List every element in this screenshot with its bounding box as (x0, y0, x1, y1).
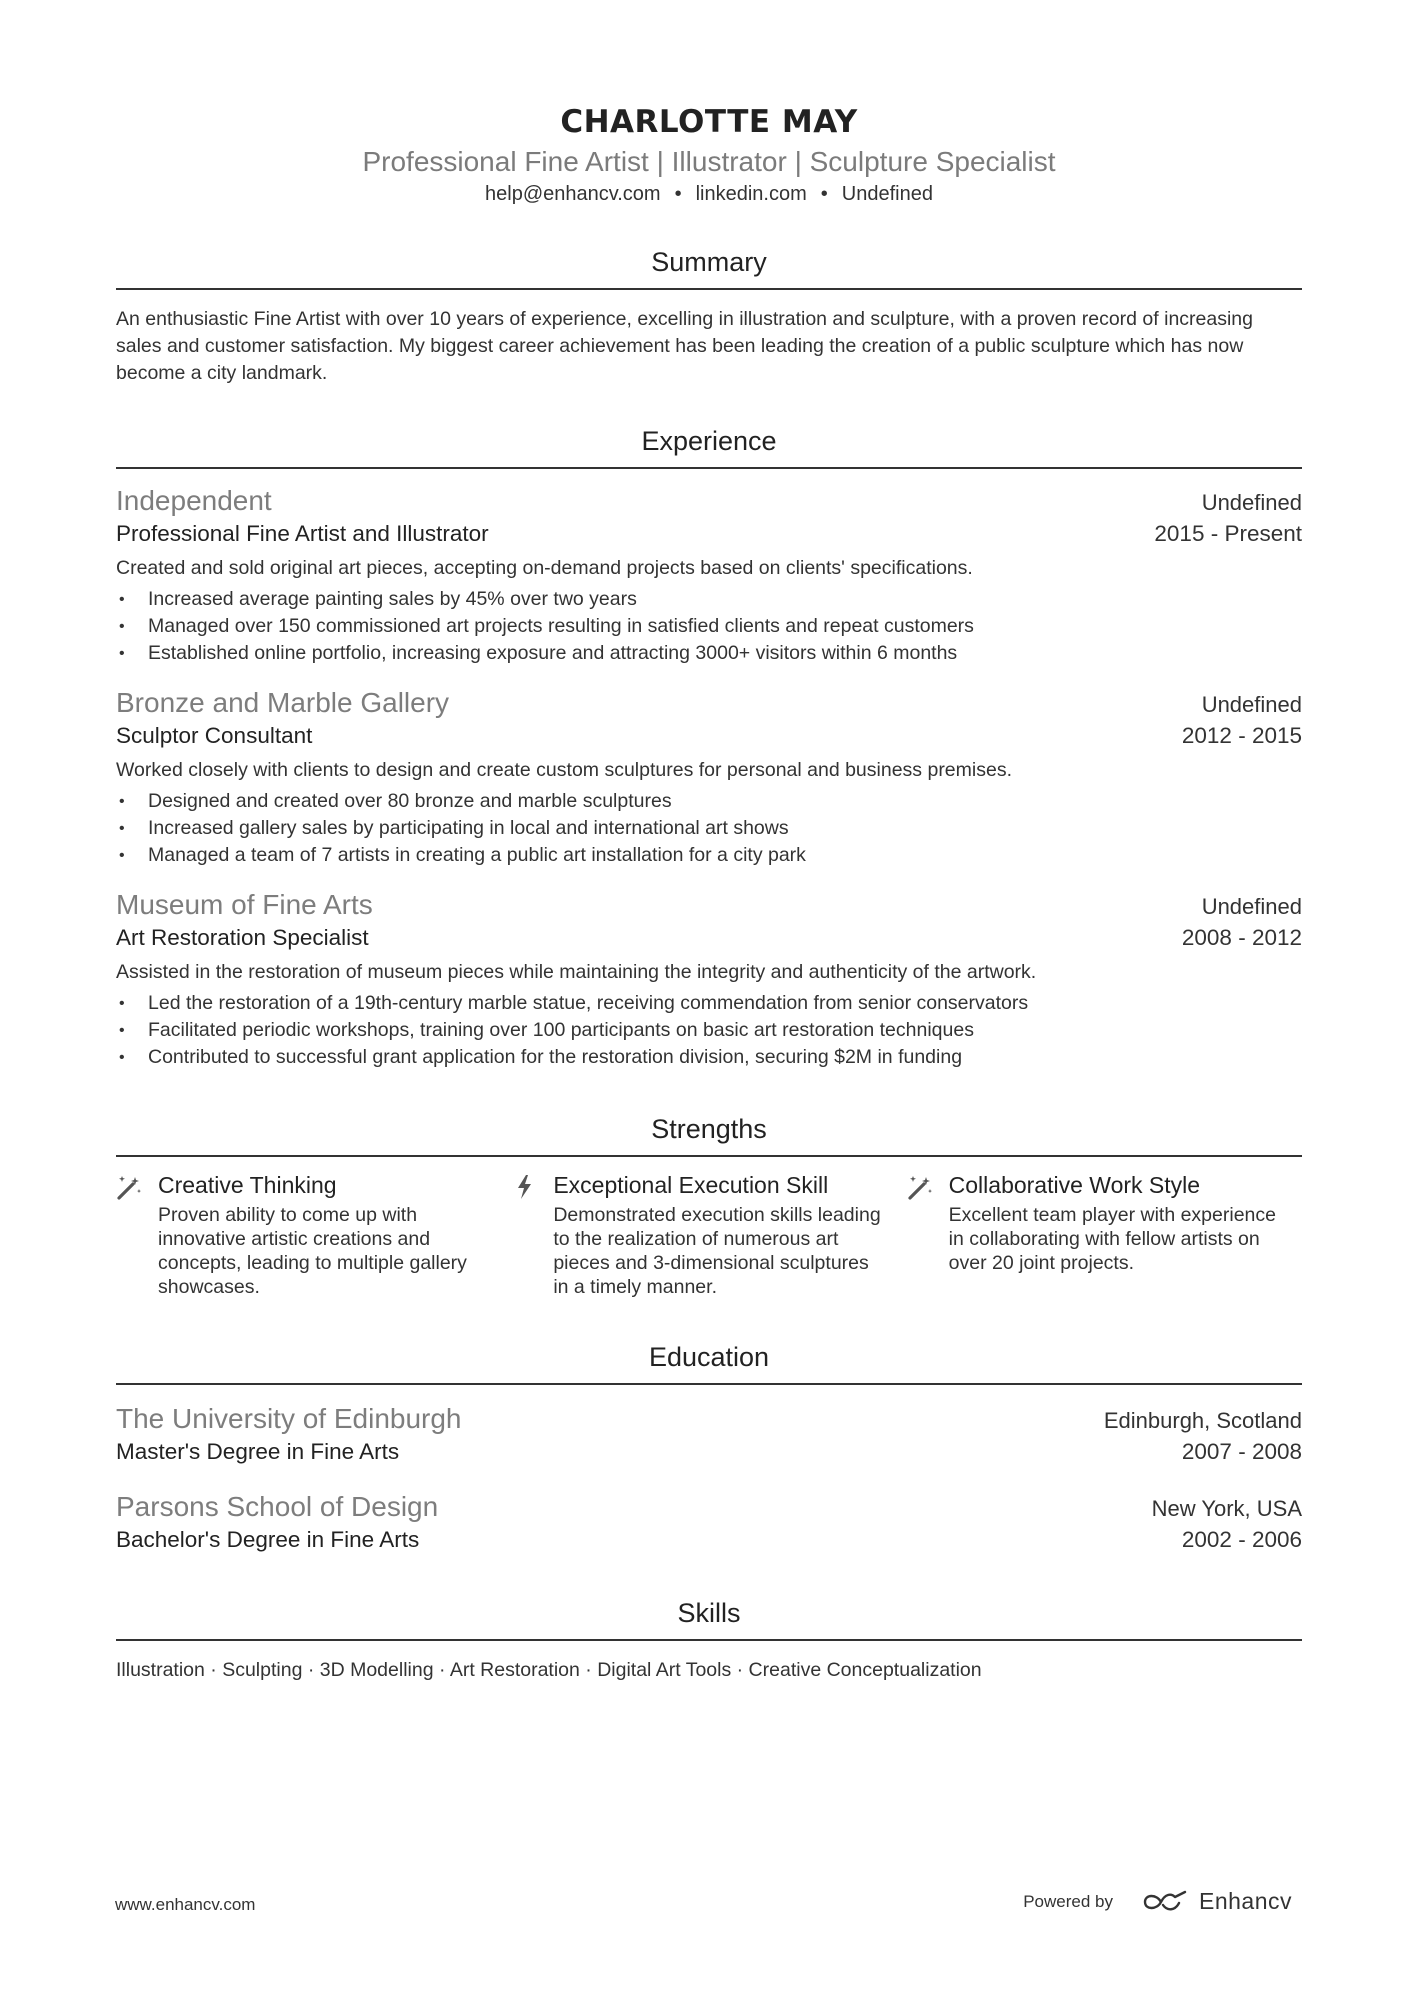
school-name: The University of Edinburgh (116, 1403, 462, 1434)
skills-section (116, 1595, 1302, 1684)
resume-header (116, 100, 1302, 208)
enhancv-logo[interactable] (1141, 1888, 1292, 1915)
section-heading: Skills (116, 1595, 1302, 1641)
job-description: Created and sold original art pieces, accepting on-demand projects based on clients' specifications. (116, 557, 973, 579)
section-heading: Education (116, 1339, 1302, 1385)
strengths-section (116, 1111, 1302, 1299)
experience-list (116, 483, 1302, 1071)
education-dates: 2007 - 2008 (1181, 1439, 1302, 1464)
strength-card (907, 1169, 1302, 1299)
education-section (116, 1339, 1302, 1555)
degree: Master's Degree in Fine Arts (116, 1439, 400, 1464)
contact-linkedin[interactable]: linkedin.com (695, 183, 807, 205)
contact-separator: • (820, 183, 828, 205)
job-role: Art Restoration Specialist (116, 925, 369, 950)
experience-section (116, 423, 1302, 1071)
company-name: Bronze and Marble Gallery (116, 687, 450, 718)
education-entry (116, 1401, 1302, 1467)
experience-entry (116, 685, 1302, 869)
job-description: Assisted in the restoration of museum pieces while maintaining the integrity and authenticity of the artwork. (116, 961, 1037, 983)
summary-section (116, 244, 1302, 387)
job-location: Undefined (1201, 894, 1302, 919)
strength-description: Excellent team player with experience in collaborating with fellow artists on over 20 joint projects. (948, 1204, 1276, 1274)
contact-email[interactable]: help@enhancv.com (485, 183, 661, 205)
achievement-item: • Established online portfolio, increasing exposure and attracting 3000+ visitors within 6 months (116, 640, 1302, 667)
achievement-item: • Designed and created over 80 bronze and marble sculptures (116, 788, 1302, 815)
resume-page (116, 100, 1302, 1684)
company-name: Independent (116, 485, 272, 516)
candidate-name: CHARLOTTE MAY (560, 104, 858, 140)
job-dates: 2012 - 2015 (1181, 723, 1302, 748)
section-heading: Experience (116, 423, 1302, 469)
footer-website[interactable]: www.enhancv.com (115, 1895, 256, 1914)
school-location: Edinburgh, Scotland (1103, 1408, 1302, 1433)
magic-wand-icon (116, 1169, 158, 1299)
footer-branding (1023, 1888, 1292, 1915)
education-entry (116, 1489, 1302, 1555)
job-dates: 2015 - Present (1154, 521, 1302, 546)
company-name: Museum of Fine Arts (116, 889, 373, 920)
strength-title: Exceptional Execution Skill (553, 1172, 829, 1198)
job-dates: 2008 - 2012 (1181, 925, 1302, 950)
section-heading: Strengths (116, 1111, 1302, 1157)
experience-entry (116, 887, 1302, 1071)
enhancv-logo-icon (1141, 1889, 1189, 1915)
job-description: Worked closely with clients to design and create custom sculptures for personal and business premises. (116, 759, 1012, 781)
strength-description: Proven ability to come up with innovative artistic creations and concepts, leading to multiple gallery showcases. (158, 1204, 467, 1298)
school-location: New York, USA (1151, 1496, 1302, 1521)
strength-description: Demonstrated execution skills leading to the realization of numerous art pieces and 3-dimensional sculptures in a timely manner. (553, 1204, 881, 1298)
contact-line (116, 180, 1302, 208)
job-role: Professional Fine Artist and Illustrator (116, 521, 489, 546)
achievement-item: • Managed over 150 commissioned art projects resulting in satisfied clients and repeat customers (116, 613, 1302, 640)
degree: Bachelor's Degree in Fine Arts (116, 1527, 420, 1552)
experience-entry (116, 483, 1302, 667)
strengths-grid (116, 1169, 1302, 1299)
magic-wand-icon (907, 1169, 949, 1299)
achievement-list (116, 788, 1302, 869)
achievement-item: • Led the restoration of a 19th-century marble statue, receiving commendation from senior conservators (116, 990, 1302, 1017)
strength-card (116, 1169, 511, 1299)
achievement-item: • Facilitated periodic workshops, training over 100 participants on basic art restoration techniques (116, 1017, 1302, 1044)
job-location: Undefined (1201, 692, 1302, 717)
strength-title: Creative Thinking (158, 1172, 337, 1198)
strength-title: Collaborative Work Style (948, 1172, 1201, 1198)
contact-location: Undefined (841, 183, 933, 205)
brand-name: Enhancv (1198, 1888, 1292, 1914)
section-heading: Summary (116, 244, 1302, 290)
skills-list: Illustration · Sculpting · 3D Modelling · Art Restoration · Digital Art Tools · Creative Conceptualization (116, 1659, 982, 1681)
contact-separator: • (674, 183, 682, 205)
achievement-item: • Managed a team of 7 artists in creating a public art installation for a city park (116, 842, 1302, 869)
school-name: Parsons School of Design (116, 1491, 439, 1522)
candidate-title: Professional Fine Artist | Illustrator | Sculpture Specialist (362, 146, 1056, 177)
achievement-item: • Increased gallery sales by participating in local and international art shows (116, 815, 1302, 842)
powered-by-label: Powered by (1023, 1891, 1113, 1911)
achievement-item: • Increased average painting sales by 45% over two years (116, 586, 1302, 613)
education-dates: 2002 - 2006 (1181, 1527, 1302, 1552)
strength-card (511, 1169, 906, 1299)
achievement-list (116, 586, 1302, 667)
lightning-bolt-icon (511, 1169, 553, 1299)
job-location: Undefined (1201, 490, 1302, 515)
summary-text: An enthusiastic Fine Artist with over 10 years of experience, excelling in illustration and sculpture, with a proven record of increasing sales and customer satisfaction. My biggest career achievement has been leading the creation of a public sculpture which has now become a city landmark. (116, 308, 1253, 384)
job-role: Sculptor Consultant (116, 723, 313, 748)
achievement-item: • Contributed to successful grant application for the restoration division, securing $2M in funding (116, 1044, 1302, 1071)
achievement-list (116, 990, 1302, 1071)
